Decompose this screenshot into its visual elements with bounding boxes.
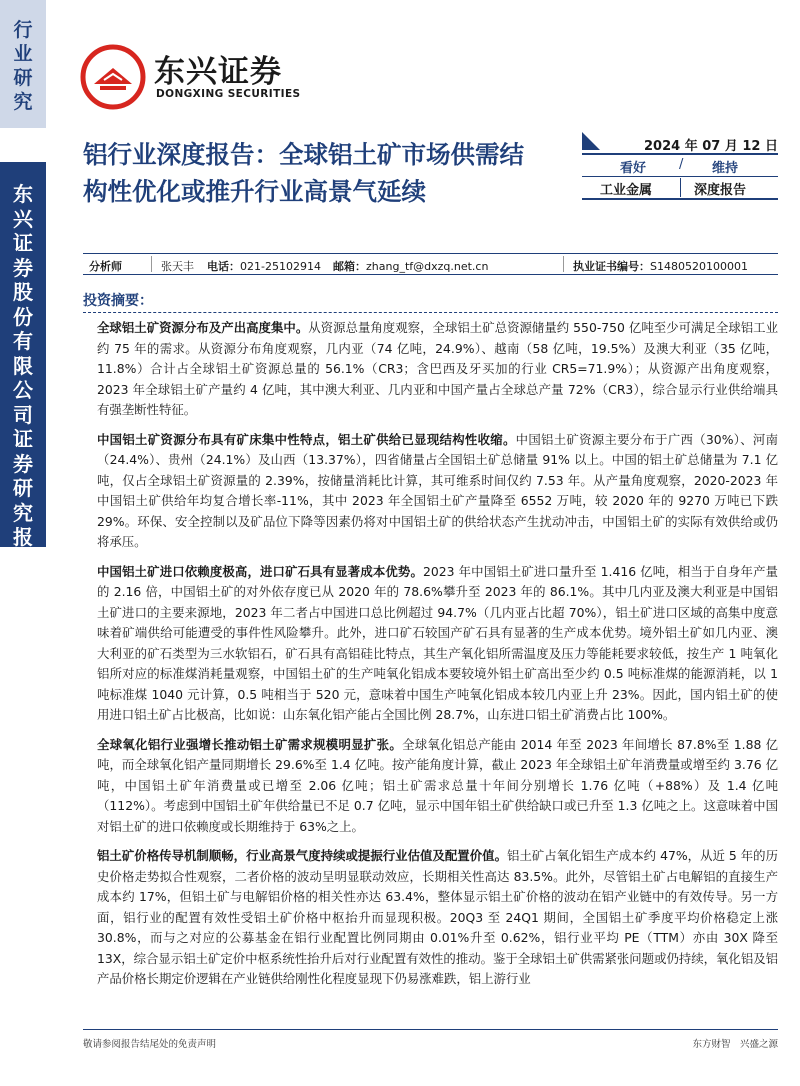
category-separator [680, 178, 681, 197]
paragraph-lead: 中国铝土矿资源分布具有矿床集中性特点，铝土矿供给已显现结构性收缩。 [97, 431, 516, 447]
summary-body [97, 318, 778, 999]
rating-row [582, 156, 778, 176]
sidebar-category-label: 行业研究 [13, 19, 33, 113]
analyst-bar [83, 253, 778, 275]
logo-name-cn: 东兴证券 [154, 54, 282, 90]
email-label: 邮箱： [333, 260, 366, 273]
analyst-top-line [83, 253, 778, 254]
rating-box [582, 132, 778, 198]
phone-label: 电话： [207, 260, 240, 273]
analyst-bottom-line [83, 274, 778, 275]
logo-name-en: DONGXING SECURITIES [156, 88, 301, 100]
paragraph-lead: 全球铝土矿资源分布及产出高度集中。 [97, 320, 309, 335]
paragraph-lead: 全球氧化铝行业强增长推动铝土矿需求规模明显扩张。 [97, 736, 403, 752]
analyst-label: 分析师 [89, 260, 122, 273]
report-type-label: 深度报告 [694, 183, 747, 198]
analyst-separator [151, 256, 152, 272]
footer-disclaimer[interactable]: 敬请参阅报告结尾处的免责声明 [83, 1039, 217, 1050]
paragraph-body: 全球氧化铝总产能由 2014 年至 2023 年间增长 87.8%至 1.88 亿吨，而全球氧化铝产量同期增长 29.6%至 1.4 亿吨。按产能角度计算，截止 2023 年全球铝土矿年消费量或增至约 3.76 亿吨，中国铝土矿年消费量或已增至 2.06 亿吨；铝土矿需求总量十年间分别增长 1.76 亿吨（+88%）及 1.4 亿吨（112%）。考虑到中国铝土矿年供给量已不足 0.7 亿吨，显示中国年铝土矿供给缺口或已升至 1.3 亿吨之上。这意味着中国对铝土矿的进口依赖度或长期维持于 63%之上。 [97, 736, 779, 834]
analyst-phone [207, 258, 321, 274]
company-logo [80, 44, 310, 108]
paragraph-lead: 中国铝土矿进口依赖度极高，进口矿石具有显著成本优势。 [97, 563, 424, 579]
paragraph-body: 铝土矿占氧化铝生产成本约 47%，从近 5 年的历史价格走势拟合性观察，二者价格的波动呈明显联动效应，长期相关性高达 83.5%。此外，尽管铝土矿占电解铝的直接生产成本约 17%，但铝土矿与电解铝价格的相关性亦达 63.4%，整体显示铝土矿价格的波动在铝产业链中的有效传导。另一方面，铝行业的配置有效性受铝土矿价格中枢抬升而显现积极。20Q3 至 24Q1 期间，全国铝土矿季度平均价格稳定上涨 30.8%，而与之对应的公募基金在铝行业配置比例同期由 0.01%升至 0.62%，铝行业平均 PE（TTM）亦由 30X 降至 13X，综合显示铝土矿定价中枢系统性抬升后对行业配置有效性的推动。鉴于全球铝土矿供需紧张问题或仍持续，氧化铝及铝产品价格长期定价逻辑在产业链供给刚性化程度显现下仍易涨难跌，铝上游行业 [97, 848, 778, 986]
report-title: 铝行业深度报告：全球铝土矿市场供需结构性优化或推升行业高景气延续 [83, 140, 524, 206]
summary-paragraph [97, 735, 778, 838]
rating-divider-2 [582, 176, 778, 177]
summary-heading: 投资摘要： [83, 293, 153, 309]
sidebar-category [0, 0, 46, 128]
category-row [582, 178, 778, 198]
sidebar-company [0, 162, 46, 574]
rating-slash: / [679, 157, 684, 172]
summary-paragraph [97, 846, 778, 990]
phone-value: 021-25102914 [240, 260, 321, 273]
summary-rule [83, 312, 778, 313]
paragraph-body: 2023 年中国铝土矿进口量升至 1.416 亿吨，相当于自身年产量的 2.16 倍，中国铝土矿的对外依存度已从 2020 年的 78.6%攀升至 2023 年的 86.1%。其中几内亚及澳大利亚是中国铝土矿进口的主要来源地，2023 年二者占中国进口总比例超过 94.7%（几内亚占比超 70%），铝土矿进口区域的高集中度意味着矿端供给可能遭受的事件性风险攀升。此外，进口矿石较国产矿石具有显著的生产成本优势。境外铝土矿如几内亚、澳大利亚的矿石类型为三水软铝石，矿石具有高铝硅比特点，其生产氧化铝所需温度及压力等能耗要求较低，按生产 1 吨氧化铝所对应的标准煤消耗量观察，中国铝土矿的生产吨氧化铝成本要较境外铝土矿高出至少约 0.5 吨标准煤的能源消耗，以 1 吨标准煤 1040 元计算，0.5 吨相当于 520 元，意味着中国生产吨氧化铝成本较几内亚上升 23%。因此，国内铝土矿的使用进口铝土矿占比极高，比如说：山东氧化铝产能占全国比例 28.7%，山东进口铝土矿消费占比 100%。 [97, 563, 778, 722]
footer-line [83, 1029, 778, 1030]
report-date: 2024 年 07 月 12 日 [644, 139, 778, 154]
analyst-cert [573, 258, 748, 274]
email-value[interactable]: zhang_tf@dxzq.net.cn [366, 260, 489, 273]
industry-label: 工业金属 [600, 183, 653, 198]
analyst-name: 张天丰 [161, 260, 194, 273]
summary-paragraph [97, 562, 778, 726]
paragraph-body: 中国铝土矿资源主要分布于广西（30%）、河南（24.4%）、贵州（24.1%）及山西（13.37%），四省储量占全国铝土矿总储量 91% 以上。中国的铝土矿总储量为 7.1 亿吨，仅占全球铝土矿资源量的 2.39%，按储量消耗比计算，其可维系时间仅约 7.53 年。从产量角度观察，2020-2023 年中国铝土矿供给年均复合增长率-11%，其中 2023 年全国铝土矿产量降至 6552 万吨，较 2020 年的 9270 万吨已下跌 29%。环保、安全控制以及矿品位下降等因素仍将对中国铝土矿的供给状态产生扰动冲击，中国铝土矿的实际有效供给或仍将承压。 [97, 431, 779, 549]
paragraph-body: 从资源总量角度观察，全球铝土矿总资源储量约 550-750 亿吨至少可满足全球铝工业约 75 年的需求。从资源分布角度观察，几内亚（74 亿吨，24.9%）、越南（58 亿吨，19.5%）及澳大利亚（35 亿吨，11.8%）合计占全球铝土矿资源总量的 56.1%（CR3；含巴西及牙买加的行业 CR5=71.9%）；从资源产出角度观察，2023 年全球铝土矿产量约 4 亿吨，其中澳大利亚、几内亚和中国产量占全球总产量 72%（CR3），综合显示行业供给端具有强垄断性特征。 [97, 320, 778, 417]
summary-paragraph [97, 318, 778, 421]
cert-separator [563, 256, 564, 272]
cert-value: S1480520100001 [650, 260, 748, 273]
footer-slogan: 东方财智 兴盛之源 [692, 1039, 778, 1050]
rating-change: 维持 [712, 161, 739, 176]
summary-paragraph [97, 430, 778, 553]
logo-mark-icon [80, 44, 146, 110]
rating-value: 看好 [620, 161, 647, 176]
paragraph-lead: 铝土矿价格传导机制顺畅，行业高景气度持续或提振行业估值及配置价值。 [97, 848, 508, 863]
analyst-email [333, 258, 488, 274]
cert-label: 执业证书编号： [573, 260, 650, 273]
sidebar-company-label: 东兴证券股份有限公司证券研究报告 [13, 182, 33, 574]
rating-bottom-line [582, 198, 778, 200]
rating-divider [582, 153, 778, 155]
